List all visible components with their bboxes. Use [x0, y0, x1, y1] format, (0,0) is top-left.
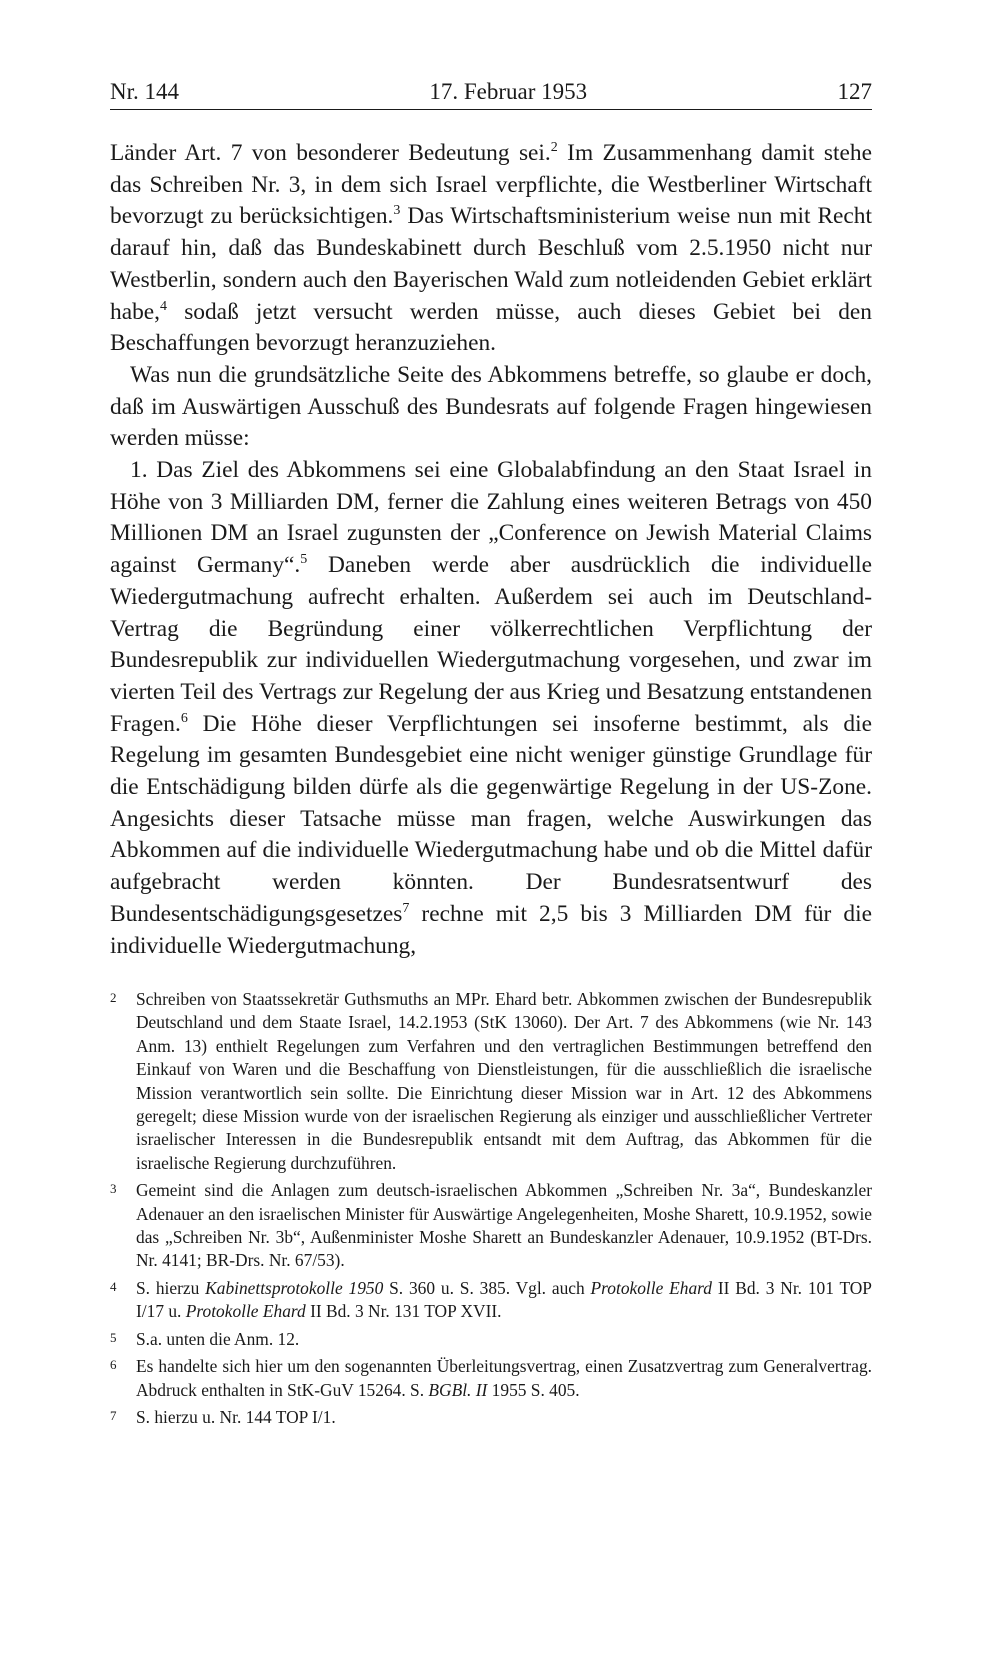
footnote-ref-4[interactable]: 4 [160, 298, 168, 314]
cited-title: Kabinettsprotokolle 1950 [205, 1277, 384, 1298]
footnote-number: 3 [110, 1181, 117, 1197]
text-run: 1. Das Ziel des Abkommens sei eine Globalabfindung an den Staat Israel in Höhe von 3 Milliarden DM, ferner die Zahlung eines weiteren Betrags von 450 Millionen DM an Israel zugunsten der „Conference on Jewish Material Claims against Germany“. [110, 457, 872, 579]
footnote-ref-5[interactable]: 5 [300, 552, 308, 568]
footnote-ref-6[interactable]: 6 [180, 710, 188, 726]
footnote-text [136, 1277, 872, 1324]
text-run: S. hierzu [136, 1277, 206, 1298]
paragraph-1 [110, 138, 872, 360]
footnote-number: 7 [110, 1407, 117, 1423]
text-run: sodaß jetzt versucht werden müsse, auch dieses Gebiet bei den Beschaffungen bevorzugt heranzuziehen. [110, 298, 872, 357]
text-run: II Bd. 3 Nr. 131 TOP XVII. [305, 1301, 502, 1322]
text-run: Die Höhe dieser Verpflichtungen sei insoferne bestimmt, als die Regelung im gesamten Bundesgebiet eine nicht weniger günstige Grundlage für die Entschädigung bilden dürfe als die gegenwärtige Regelung in der US-Zone. Angesichts dieser Tatsache müsse man fragen, welche Auswirkungen das Abkommen auf die individuelle Wiedergutmachung habe und ob die Mittel dafür aufgebracht werden könnten. Der Bundesratsentwurf des Bundesentschädigungsgesetzes [110, 710, 872, 927]
cited-title: Protokolle Ehard [185, 1301, 306, 1322]
footnote-number: 2 [110, 990, 117, 1005]
footnote-text: Gemeint sind die Anlagen zum deutsch-israelischen Abkommen „Schreiben Nr. 3a“, Bundeskanzler Adenauer an den israelischen Minister für Auswärtige Angelegenheiten, Moshe Sharett, 10.9.1952, sowie das „Schreiben Nr. 3b“, Außenminister Moshe Sharett an Bundeskanzler Adenauer, 10.9.1952 (BT-Drs. Nr. 4141; BR-Drs. Nr. 67/53). [136, 1180, 872, 1271]
paragraph-2: Was nun die grundsätzliche Seite des Abkommens betreffe, so glaube er doch, daß im Auswärtigen Ausschuß des Bundesrats auf folgende Fragen hingewiesen werden müsse: [110, 361, 872, 452]
footnote-5 [110, 1328, 872, 1351]
footnote-text: S.a. unten die Anm. 12. [136, 1328, 300, 1349]
footnotes [110, 988, 872, 1433]
text-run: Es handelte sich hier um den sogenannten Überleitungsvertrag, einen Zusatzvertrag zum Generalvertrag. Abdruck enthalten in StK-GuV 15264. S. [136, 1356, 872, 1400]
document-page [110, 79, 873, 1427]
document-date: 17. Februar 1953 [429, 79, 588, 104]
cited-title: BGBl. II [428, 1379, 488, 1400]
paragraph-3 [110, 455, 872, 962]
text-run: rechne mit 2,5 bis 3 Milliarden DM für die individuelle Wiedergutmachung, [110, 900, 872, 959]
page-number: 127 [837, 79, 872, 104]
text-run: Länder Art. 7 von besonderer Bedeutung sei. [110, 140, 551, 166]
footnote-ref-2[interactable]: 2 [550, 140, 558, 156]
footnote-text [136, 1355, 872, 1402]
cited-title: Protokolle Ehard [590, 1277, 712, 1298]
footnote-6 [110, 1355, 872, 1402]
footnote-text: Schreiben von Staatssekretär Guthsmuths an MPr. Ehard betr. Abkommen zwischen der Bundesrepublik Deutschland und dem Staate Israel, 14.2.1953 (StK 13060). Der Art. 7 des Abkommens (wie Nr. 143 Anm. 13) enthielt Regelungen zum Verfahren und den vertraglichen Bestimmungen betreffend den Einkauf von Waren und die Beschaffung von Dienstleistungen, für die ausschließlich die israelische Mission verantwortlich sein sollte. Die Einrichtung dieser Mission war in Art. 12 des Abkommens geregelt; diese Mission wurde von der israelischen Regierung als einziger und ausschließlicher Vertreter israelischer Interessen in die Bundesrepublik entsandt mit dem Auftrag, das Abkommen für die israelische Regierung durchzuführen. [136, 989, 872, 1173]
text-run: Das Wirtschaftsministerium weise nun mit Recht darauf hin, daß das Bundeskabinett durch Beschluß vom 2.5.1950 nicht nur Westberlin, sondern auch den Bayerischen Wald zum notleidenden Gebiet erklärt habe, [110, 203, 872, 325]
footnote-2 [110, 988, 872, 1175]
footnote-number: 4 [110, 1278, 117, 1294]
running-header [110, 80, 872, 110]
footnote-number: 6 [110, 1357, 117, 1373]
footnote-3 [110, 1179, 872, 1273]
text-run: S. 360 u. S. 385. Vgl. auch [383, 1277, 591, 1298]
text-run: II Bd. 3 Nr. 101 TOP I/17 u. [136, 1277, 872, 1322]
footnote-text: S. hierzu u. Nr. 144 TOP I/1. [136, 1406, 336, 1427]
footnote-4 [110, 1277, 872, 1324]
text-run: 1955 S. 405. [487, 1379, 580, 1400]
main-text [110, 138, 872, 962]
footnote-7 [110, 1406, 872, 1429]
footnote-number: 5 [110, 1329, 117, 1345]
footnote-ref-3[interactable]: 3 [393, 203, 401, 219]
document-number: Nr. 144 [110, 79, 179, 104]
text-run: Im Zusammenhang damit stehe das Schreiben Nr. 3, in dem sich Israel verpflichte, die Westberliner Wirtschaft bevorzugt zu berücksichtigen. [110, 140, 872, 230]
text-run: Daneben werde aber ausdrücklich die individuelle Wiedergutmachung aufrecht erhalten. Außerdem sei auch im Deutschland-Vertrag die Begründung einer völkerrechtlichen Verpflichtung der Bundesrepublik zur individuellen Wiedergutmachung vorgesehen, und zwar im vierten Teil des Vertrags zur Regelung der aus Krieg und Besatzung entstandenen Fragen. [110, 552, 873, 737]
footnote-ref-7[interactable]: 7 [402, 901, 410, 917]
